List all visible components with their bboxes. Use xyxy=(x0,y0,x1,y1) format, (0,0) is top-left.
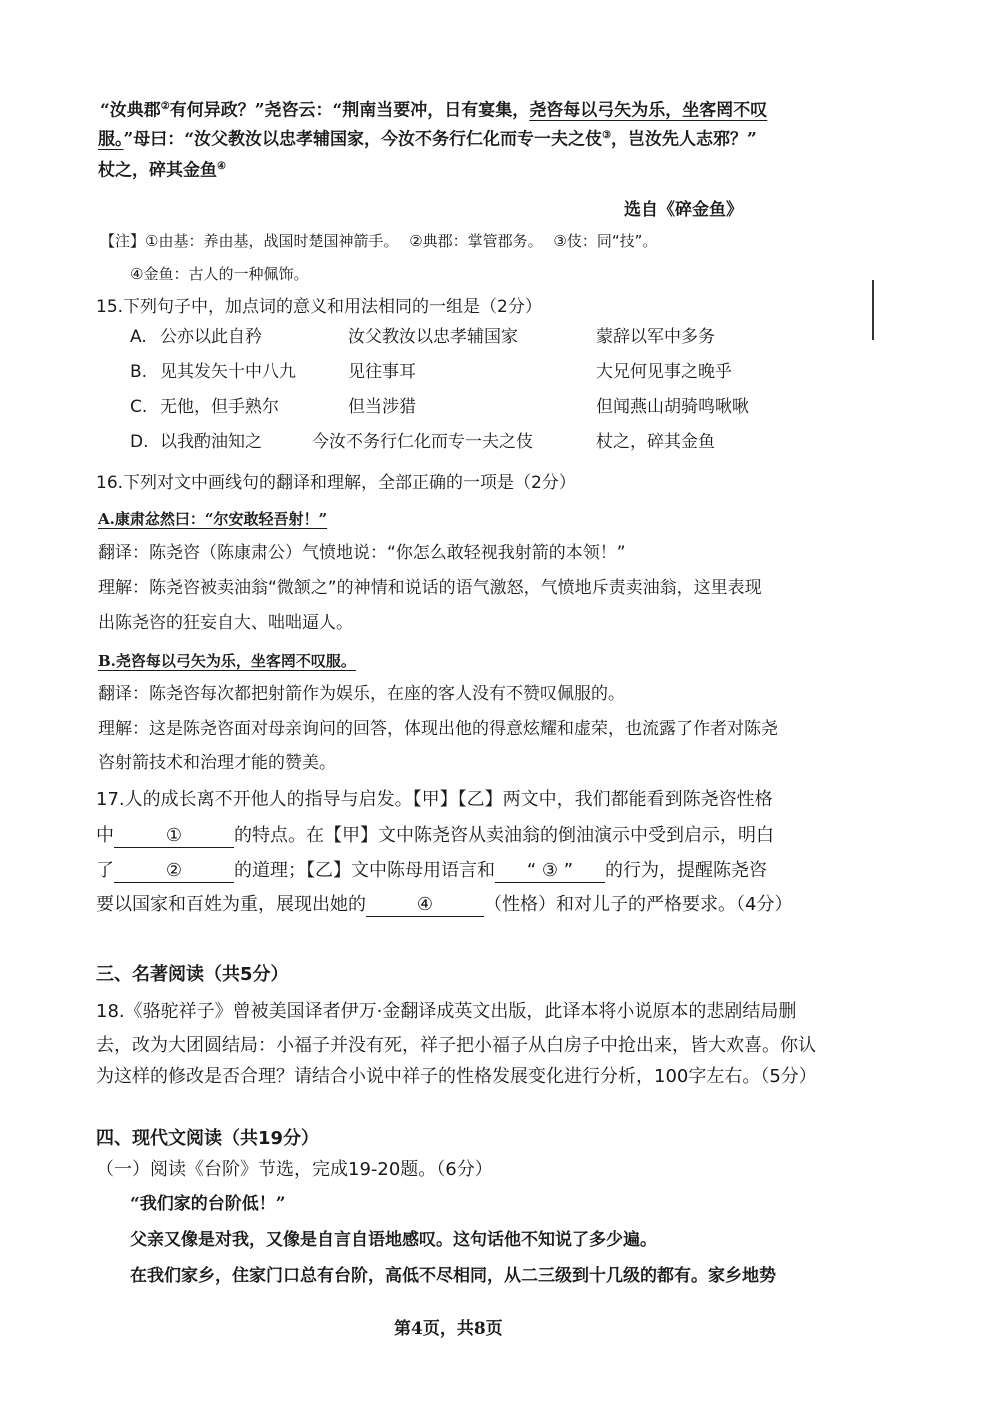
q16-b-understanding-2: 咨射箭技术和治理才能的赞美。 xyxy=(98,753,336,773)
q16-a-title: A.康肃忿然曰：“尔安敢轻吾射！” xyxy=(98,510,328,528)
option-b: 今汝不务行仁化而专一夫之伎 xyxy=(312,432,533,452)
article-paragraph-2: 父亲又像是对我，又像是自言自语地感叹。这句话他不知说了多少遍。 xyxy=(130,1230,657,1250)
q17-line-3 xyxy=(96,860,767,883)
option-b: 但当涉猎 xyxy=(348,397,416,417)
underlined-sentence: 服。 xyxy=(98,129,124,150)
underlined-sentence: 尧咨每以弓矢为乐，坐客罔不叹 xyxy=(529,100,768,121)
answer-blank-1[interactable]: ① xyxy=(114,825,234,848)
option-label: A. xyxy=(130,327,147,347)
article-paragraph-3: 在我们家乡，住家门口总有台阶，高低不尽相同，从二三级到十几级的都有。家乡地势 xyxy=(130,1266,776,1286)
option-b: 见往事耳 xyxy=(348,362,416,382)
option-c: 杖之，碎其金鱼 xyxy=(596,432,715,452)
section-3-heading: 三、名著阅读（共5分） xyxy=(96,964,289,985)
passage-text: 杖之，碎其金鱼 xyxy=(98,160,217,181)
q16-a-translation: 翻译：陈尧咨（陈康肃公）气愤地说：“你怎么敢轻视我射箭的本领！” xyxy=(98,543,626,563)
q17-text: 的特点。在【甲】文中陈尧咨从卖油翁的倒油演示中受到启示，明白 xyxy=(234,825,774,846)
page-number: 第4页，共8页 xyxy=(394,1319,503,1339)
q16-b-translation: 翻译：陈尧咨每次都把射箭作为娱乐，在座的客人没有不赞叹佩服的。 xyxy=(98,684,625,704)
passage-text: ”母曰：“汝父教汝以忠孝辅国家，今汝不务行仁化而专一夫之伎 xyxy=(123,129,603,150)
section-4-heading: 四、现代文阅读（共19分） xyxy=(96,1128,320,1149)
q17-line-2 xyxy=(96,825,774,848)
option-a: 见其发矢十中八九 xyxy=(160,362,296,382)
margin-line xyxy=(872,280,874,340)
passage-note-1: 【注】①由基：养由基，战国时楚国神箭手。 ②典郡：掌管郡务。 ③伎：同“技”。 xyxy=(100,232,658,250)
option-c: 蒙辞以军中多务 xyxy=(596,327,715,347)
q15-stem: 15.下列句子中，加点词的意义和用法相同的一组是（2分） xyxy=(96,297,542,317)
passage-text: ，岂汝先人志邪？” xyxy=(611,129,757,150)
q17-text: 的道理；【乙】文中陈母用语言和 xyxy=(234,860,495,881)
option-a: 以我酌油知之 xyxy=(160,432,262,452)
q18-line-1: 18.《骆驼祥子》曾被美国译者伊万·金翻译成英文出版，此译本将小说原本的悲剧结局删 xyxy=(96,1001,797,1022)
option-label: D. xyxy=(130,432,149,452)
q17-text: 要以国家和百姓为重，展现出她的 xyxy=(96,894,366,915)
q17-text: 中 xyxy=(96,825,114,846)
option-a: 无他，但手熟尔 xyxy=(160,397,279,417)
q16-stem: 16.下列对文中画线句的翻译和理解，全部正确的一项是（2分） xyxy=(96,473,576,493)
option-c: 大兄何见事之晚乎 xyxy=(596,362,732,382)
q17-line-1: 17.人的成长离不开他人的指导与启发。【甲】【乙】两文中，我们都能看到陈尧咨性格 xyxy=(96,789,773,810)
q17-text: 了 xyxy=(96,860,114,881)
answer-blank-2[interactable]: ② xyxy=(114,860,234,883)
passage-line-2 xyxy=(98,125,757,151)
passage-text: 有何异政？”尧咨云：“荆南当要冲，日有宴集， xyxy=(169,100,530,121)
footnote-mark: ④ xyxy=(217,161,226,172)
answer-blank-4[interactable]: ④ xyxy=(366,894,484,917)
passage-line-1 xyxy=(100,96,767,122)
passage-source: 选自《碎金鱼》 xyxy=(624,200,743,220)
section-4-subheading: （一）阅读《台阶》节选，完成19-20题。（6分） xyxy=(96,1159,493,1180)
article-paragraph-1: “我们家的台阶低！” xyxy=(130,1194,286,1214)
q18-line-2: 去，改为大团圆结局：小福子并没有死，祥子把小福子从白房子中抢出来，皆大欢喜。你认 xyxy=(96,1035,816,1056)
answer-blank-3[interactable]: “ ③ ” xyxy=(495,860,605,883)
q17-text: （性格）和对儿子的严格要求。（4分） xyxy=(484,894,793,915)
passage-text: “汝典郡 xyxy=(100,100,161,121)
q18-line-3: 为这样的修改是否合理？请结合小说中祥子的性格发展变化进行分析，100字左右。（5分） xyxy=(96,1066,817,1087)
option-a: 公亦以此自矜 xyxy=(160,327,262,347)
option-label: B. xyxy=(130,362,148,382)
footnote-mark: ② xyxy=(160,101,170,112)
passage-note-2: ④金鱼：古人的一种佩饰。 xyxy=(130,265,309,283)
q16-a-understanding-2: 出陈尧咨的狂妄自大、咄咄逼人。 xyxy=(98,613,353,633)
q17-text: 的行为，提醒陈尧咨 xyxy=(605,860,767,881)
q16-b-understanding-1: 理解：这是陈尧咨面对母亲询问的回答，体现出他的得意炫耀和虚荣，也流露了作者对陈尧 xyxy=(98,719,778,739)
option-b: 汝父教汝以忠孝辅国家 xyxy=(348,327,518,347)
q17-line-4 xyxy=(96,894,792,917)
q16-a-understanding-1: 理解：陈尧咨被卖油翁“微颔之”的神情和说话的语气激怒，气愤地斥责卖油翁，这里表现 xyxy=(98,578,762,598)
q16-b-title: B.尧咨每以弓矢为乐，坐客罔不叹服。 xyxy=(98,652,356,670)
passage-line-3 xyxy=(98,156,226,182)
option-c: 但闻燕山胡骑鸣啾啾 xyxy=(596,397,749,417)
footnote-mark: ③ xyxy=(602,130,612,141)
option-label: C. xyxy=(130,397,148,417)
